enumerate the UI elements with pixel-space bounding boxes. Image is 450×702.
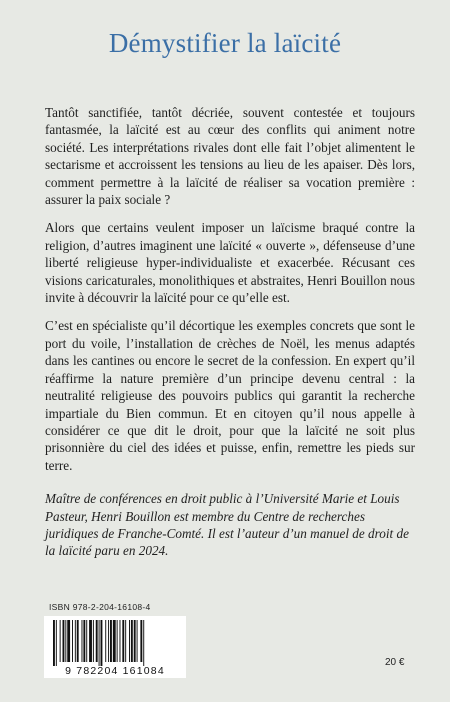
barcode-bar <box>125 620 126 662</box>
barcode-bar <box>122 620 124 662</box>
barcode-bar <box>63 620 65 662</box>
barcode-bars-icon <box>44 616 186 666</box>
barcode-bar <box>53 620 55 666</box>
barcode-bar <box>89 620 92 662</box>
price: 20 € <box>385 657 405 668</box>
barcode-bar <box>93 620 94 662</box>
barcode-bar <box>65 620 66 662</box>
summary-paragraph-1: Tantôt sanctifiée, tantôt décriée, souvent contestée et toujours fantasmée, la laïcité est au cœur des conflits qui animent notre société. Les interprétations rivales dont elle fait l’objet alimentent le sectarisme et accroissent les tensions au lieu de les apaiser. Dès lors, comment permettre à la laïcité de réaliser sa vocation première : assurer la paix sociale ? <box>45 105 415 208</box>
barcode-bar <box>83 620 85 662</box>
summary-paragraph-2: Alors que certains veulent imposer un laïcisme braqué contre la religion, d’autres imaginent une laïcité « ouverte », défenseuse d’une liberté religieuse hyper-individualiste et exacerbée. Récusant ces visions caricaturales, monolithiques et abstraites, Henri Bouillon nous invite à découvrir la laïcité pour ce qu’elle est. <box>45 220 415 306</box>
barcode-bar <box>86 620 87 662</box>
barcode-bar <box>117 620 118 662</box>
barcode-bar <box>108 620 109 662</box>
barcode-digits: 9 782204 161084 <box>65 665 165 677</box>
isbn-label: ISBN 978-2-204-16108-4 <box>49 602 151 612</box>
book-title: Démystifier la laïcité <box>108 28 342 58</box>
barcode-bar <box>99 620 100 666</box>
barcode-bar <box>143 620 144 666</box>
barcode-bar <box>67 620 70 662</box>
barcode-bar <box>101 620 103 666</box>
barcode-bar <box>131 620 133 662</box>
barcode-bar <box>82 620 83 662</box>
barcode-bar <box>75 620 76 662</box>
barcode-bar <box>140 620 142 662</box>
barcode-bar <box>134 620 136 662</box>
barcode-bar <box>110 620 112 662</box>
barcode-bar <box>56 620 57 666</box>
barcode-bar <box>113 620 116 662</box>
barcode-bar <box>120 620 121 662</box>
barcode <box>44 616 186 678</box>
barcode-bar <box>96 620 98 662</box>
barcode-bar <box>105 620 106 662</box>
barcode-bar <box>77 620 79 662</box>
author-bio: Maître de conférences en droit public à l’Université Marie et Louis Pasteur, Henri Bouillon est membre du Centre de recherches juridiques de Franche-Comté. Il est l’auteur d’un manuel de droit de la laïcité paru en 2024. <box>45 491 409 559</box>
barcode-bar <box>129 620 130 662</box>
barcode-bar <box>60 620 61 662</box>
barcode-bar <box>137 620 138 662</box>
back-cover-text <box>45 104 415 573</box>
barcode-bar <box>72 620 73 662</box>
summary-paragraph-3: C’est en spécialiste qu’il décortique les exemples concrets que sont le port du voile, l’installation de crèches de Noël, les menus adaptés dans les cantines ou encore le secret de la confession. En expert qu’il réaffirme la nature première d’un principe devenu central : la neutralité religieuse des pouvoirs publics qui garantit la recherche impartiale du Bien commun. Et en citoyen qu’il nous appelle à considérer ce que dit le droit, pour que la laïcité ne soit plus prisonnière du ciel des idées et puisse, enfin, remettre les pieds sur terre. <box>45 318 415 473</box>
